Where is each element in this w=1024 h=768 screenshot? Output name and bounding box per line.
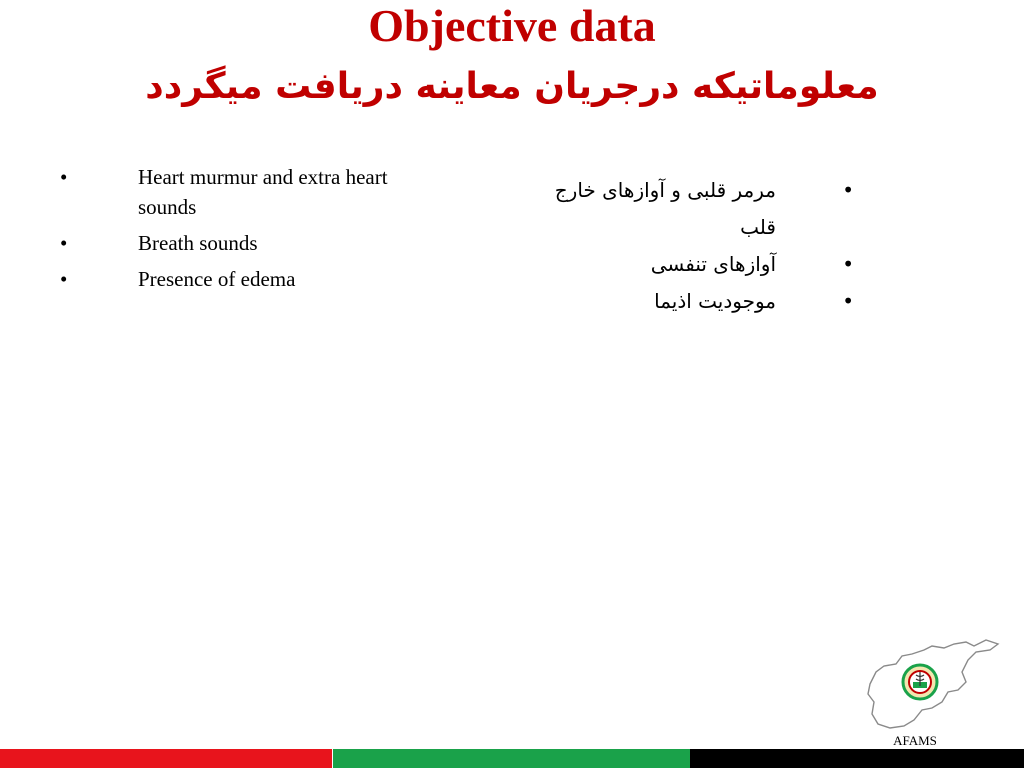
footer-stripe-black xyxy=(690,749,1024,768)
list-item-text: موجودیت اذیما xyxy=(654,289,776,313)
list-item-text: Presence of edema xyxy=(138,267,296,291)
bullet-icon: • xyxy=(842,252,854,276)
footer-stripe-green xyxy=(333,749,690,768)
footer-label: AFAMS xyxy=(893,733,937,748)
english-bullet-list xyxy=(56,162,416,300)
list-item xyxy=(56,264,416,294)
list-item-text: Breath sounds xyxy=(138,231,258,255)
bullet-icon: • xyxy=(60,231,68,255)
footer-stripe-red xyxy=(0,749,332,768)
bullet-icon: • xyxy=(842,178,854,202)
list-item-text: Heart murmur and extra heart sounds xyxy=(138,165,388,219)
bullet-icon: • xyxy=(60,165,68,189)
list-item-text: آوازهای تنفسی xyxy=(650,252,776,276)
list-item xyxy=(520,246,860,283)
bullet-icon: • xyxy=(60,267,68,291)
dari-bullet-list xyxy=(520,172,860,320)
bullet-icon: • xyxy=(842,289,854,313)
slide-subtitle: معلوماتیکه درجریان معاینه دریافت میگردد xyxy=(145,66,879,107)
list-item xyxy=(520,283,860,320)
list-item-text: مرمر قلبی و آوازهای خارج قلب xyxy=(554,178,776,239)
list-item xyxy=(520,172,860,246)
list-item xyxy=(56,228,416,258)
slide-title: Objective data xyxy=(368,0,656,51)
afghanistan-map-logo xyxy=(862,636,1002,732)
list-item xyxy=(56,162,416,222)
